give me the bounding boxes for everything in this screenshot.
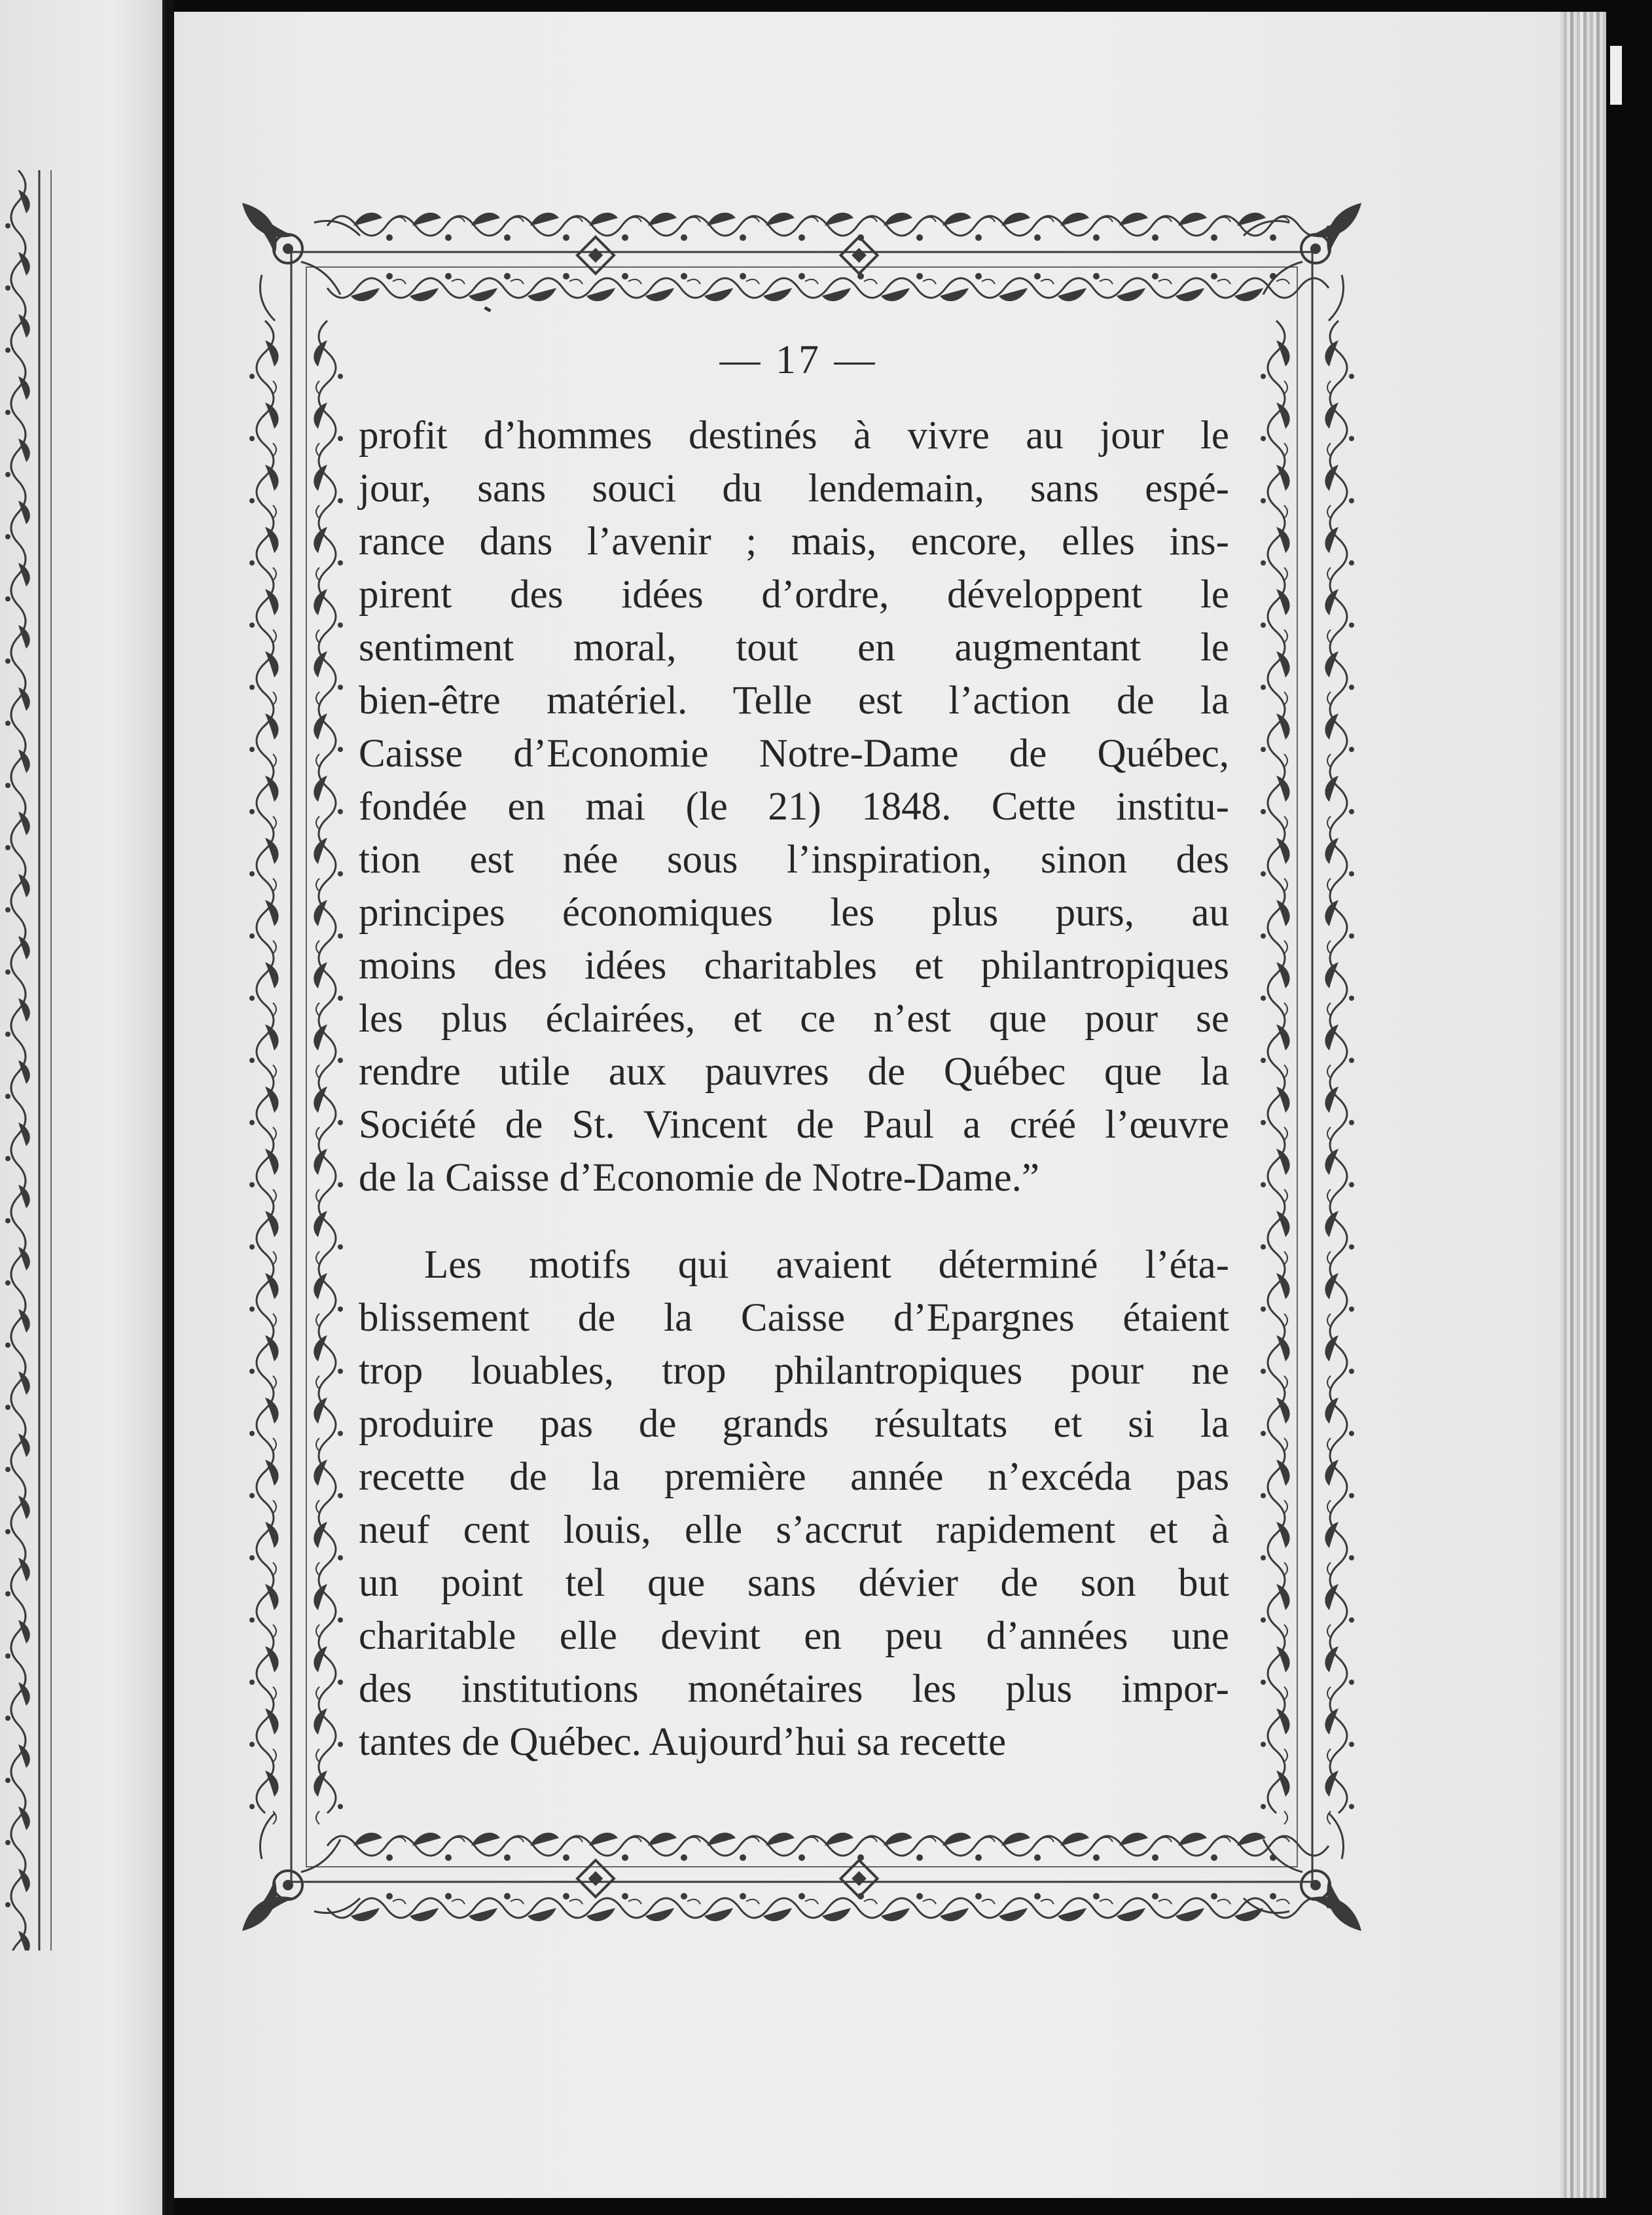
text-line: blissement de la Caisse d’Epargnes étaient — [359, 1296, 1229, 1340]
left-page-border-ornament — [0, 170, 72, 1951]
page-stack-edges — [1560, 12, 1606, 2198]
text-line: fondée en mai (le 21) 1848. Cette institu- — [359, 785, 1229, 829]
text-line: Caisse d’Economie Notre-Dame de Québec, — [359, 732, 1229, 776]
text-line: Les motifs qui avaient déterminé l’éta- — [424, 1243, 1229, 1287]
scan-background — [1606, 0, 1652, 2215]
text-line: sentiment moral, tout en augmentant le — [359, 626, 1229, 670]
text-line: neuf cent louis, elle s’accrut rapidement et à — [359, 1508, 1229, 1552]
text-line: Société de St. Vincent de Paul a créé l’œuvre — [359, 1103, 1229, 1147]
scan-marker — [1610, 46, 1622, 105]
text-line: bien-être matériel. Telle est l’action de la — [359, 679, 1229, 723]
text-line: des institutions monétaires les plus impor- — [359, 1667, 1229, 1711]
text-line: profit d’hommes destinés à vivre au jour le — [359, 414, 1229, 458]
text-line: de la Caisse d’Economie de Notre-Dame.” — [359, 1156, 1039, 1200]
text-line: jour, sans souci du lendemain, sans espé- — [359, 467, 1229, 511]
text-line: principes économiques les plus purs, au — [359, 891, 1229, 935]
page-number: — 17 — — [719, 338, 878, 382]
text-line: trop louables, trop philantropiques pour ne — [359, 1349, 1229, 1393]
text-line: recette de la première année n’excéda pas — [359, 1455, 1229, 1499]
previous-page-edge — [0, 0, 165, 2215]
text-line: pirent des idées d’ordre, développent le — [359, 573, 1229, 617]
book-gutter — [165, 0, 174, 2215]
text-line: les plus éclairées, et ce n’est que pour se — [359, 997, 1229, 1041]
text-line: rendre utile aux pauvres de Québec que la — [359, 1050, 1229, 1094]
body-text — [359, 409, 1229, 1769]
text-line: rance dans l’avenir ; mais, encore, elles ins- — [359, 520, 1229, 564]
text-line: tantes de Québec. Aujourd’hui sa recette — [359, 1720, 1007, 1764]
text-line: un point tel que sans dévier de son but — [359, 1561, 1229, 1605]
text-line: produire pas de grands résultats et si la — [359, 1402, 1229, 1446]
text-line: moins des idées charitables et philantropiques — [359, 944, 1229, 988]
text-line: charitable elle devint en peu d’années une — [359, 1614, 1229, 1658]
text-line: tion est née sous l’inspiration, sinon des — [359, 838, 1229, 882]
